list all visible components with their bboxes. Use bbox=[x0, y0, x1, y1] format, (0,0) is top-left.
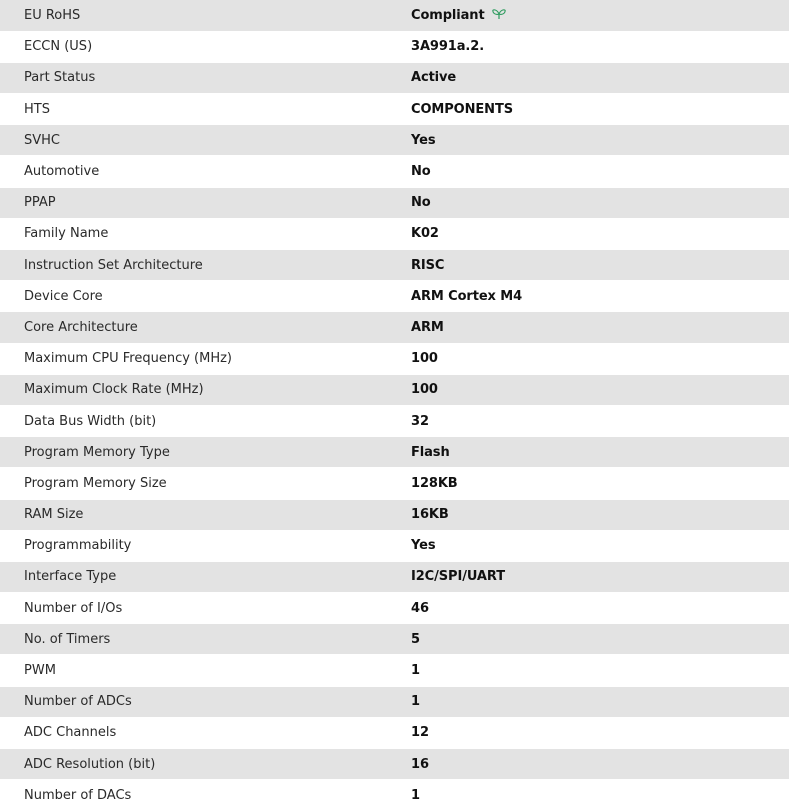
spec-value-text: 32 bbox=[411, 413, 429, 429]
spec-row bbox=[0, 312, 789, 343]
spec-name: Part Status bbox=[0, 62, 387, 93]
spec-value bbox=[387, 312, 789, 343]
spec-row bbox=[0, 530, 789, 561]
spec-row bbox=[0, 593, 789, 624]
spec-name: Number of DACs bbox=[0, 780, 387, 811]
spec-value bbox=[387, 125, 789, 156]
spec-value-text: ARM bbox=[411, 319, 444, 335]
spec-name: PPAP bbox=[0, 187, 387, 218]
spec-value-text: RISC bbox=[411, 257, 445, 273]
spec-name: No. of Timers bbox=[0, 624, 387, 655]
spec-name: Interface Type bbox=[0, 561, 387, 592]
spec-row bbox=[0, 218, 789, 249]
spec-name: Family Name bbox=[0, 218, 387, 249]
spec-row bbox=[0, 780, 789, 811]
spec-name: HTS bbox=[0, 94, 387, 125]
spec-value-text: K02 bbox=[411, 226, 439, 242]
spec-value bbox=[387, 187, 789, 218]
leaf-icon bbox=[492, 8, 506, 20]
spec-name: SVHC bbox=[0, 125, 387, 156]
spec-row bbox=[0, 437, 789, 468]
spec-value bbox=[387, 62, 789, 93]
spec-name: Programmability bbox=[0, 530, 387, 561]
spec-value-text: 100 bbox=[411, 382, 438, 398]
spec-value bbox=[387, 374, 789, 405]
spec-value bbox=[387, 31, 789, 62]
spec-value bbox=[387, 250, 789, 281]
spec-name: ECCN (US) bbox=[0, 31, 387, 62]
spec-value bbox=[387, 561, 789, 592]
spec-value bbox=[387, 343, 789, 374]
spec-row bbox=[0, 343, 789, 374]
spec-row bbox=[0, 624, 789, 655]
spec-value-text: 3A991a.2. bbox=[411, 39, 485, 55]
spec-value bbox=[387, 624, 789, 655]
spec-value bbox=[387, 499, 789, 530]
spec-name: Instruction Set Architecture bbox=[0, 250, 387, 281]
spec-value-text: 5 bbox=[411, 631, 420, 647]
spec-value bbox=[387, 437, 789, 468]
spec-value-text: ARM Cortex M4 bbox=[411, 288, 523, 304]
spec-name: Number of ADCs bbox=[0, 686, 387, 717]
spec-value bbox=[387, 749, 789, 780]
spec-name: Device Core bbox=[0, 281, 387, 312]
spec-row bbox=[0, 717, 789, 748]
spec-value-text: 46 bbox=[411, 600, 429, 616]
spec-name: ADC Channels bbox=[0, 717, 387, 748]
spec-name: Program Memory Type bbox=[0, 437, 387, 468]
spec-row bbox=[0, 31, 789, 62]
spec-row bbox=[0, 94, 789, 125]
spec-value bbox=[387, 468, 789, 499]
spec-value bbox=[387, 717, 789, 748]
spec-row bbox=[0, 0, 789, 31]
spec-row bbox=[0, 561, 789, 592]
spec-value-text: 12 bbox=[411, 725, 429, 741]
spec-value-text: 16 bbox=[411, 756, 429, 772]
spec-value bbox=[387, 686, 789, 717]
spec-value bbox=[387, 530, 789, 561]
spec-value bbox=[387, 780, 789, 811]
spec-row bbox=[0, 499, 789, 530]
spec-value-text: I2C/SPI/UART bbox=[411, 569, 505, 585]
spec-value bbox=[387, 156, 789, 187]
spec-value-text: Flash bbox=[411, 444, 450, 460]
spec-row bbox=[0, 250, 789, 281]
spec-name: EU RoHS bbox=[24, 7, 81, 23]
spec-name: Automotive bbox=[0, 156, 387, 187]
spec-row bbox=[0, 62, 789, 93]
spec-name: Core Architecture bbox=[0, 312, 387, 343]
spec-value-text: Active bbox=[411, 70, 457, 86]
spec-value bbox=[387, 655, 789, 686]
spec-name: Data Bus Width (bit) bbox=[0, 405, 387, 436]
spec-name: PWM bbox=[0, 655, 387, 686]
spec-row bbox=[0, 125, 789, 156]
spec-name: RAM Size bbox=[0, 499, 387, 530]
spec-name: Number of I/Os bbox=[0, 593, 387, 624]
spec-value-text: Yes bbox=[411, 132, 436, 148]
spec-value-text: 100 bbox=[411, 351, 438, 367]
spec-row bbox=[0, 468, 789, 499]
spec-row bbox=[0, 187, 789, 218]
spec-value-text: No bbox=[411, 164, 431, 180]
spec-name: Maximum Clock Rate (MHz) bbox=[0, 374, 387, 405]
spec-value bbox=[387, 405, 789, 436]
spec-row bbox=[0, 156, 789, 187]
spec-row bbox=[0, 281, 789, 312]
spec-value-text: 1 bbox=[411, 694, 420, 710]
spec-value-text: Yes bbox=[411, 538, 436, 554]
spec-value bbox=[387, 281, 789, 312]
spec-value-text: 16KB bbox=[411, 507, 449, 523]
spec-row bbox=[0, 655, 789, 686]
spec-value-text: Compliant bbox=[411, 7, 485, 23]
spec-name: Maximum CPU Frequency (MHz) bbox=[0, 343, 387, 374]
spec-row bbox=[0, 405, 789, 436]
spec-row bbox=[0, 374, 789, 405]
spec-name: ADC Resolution (bit) bbox=[0, 749, 387, 780]
spec-value bbox=[387, 0, 789, 31]
spec-value bbox=[387, 218, 789, 249]
spec-value bbox=[387, 593, 789, 624]
spec-value bbox=[387, 94, 789, 125]
spec-name: Program Memory Size bbox=[0, 468, 387, 499]
spec-row bbox=[0, 686, 789, 717]
spec-value-text: 1 bbox=[411, 788, 420, 804]
spec-value-text: COMPONENTS bbox=[411, 101, 513, 117]
spec-row bbox=[0, 749, 789, 780]
spec-value-text: No bbox=[411, 195, 431, 211]
spec-value-text: 128KB bbox=[411, 475, 458, 491]
spec-value-text: 1 bbox=[411, 663, 420, 679]
